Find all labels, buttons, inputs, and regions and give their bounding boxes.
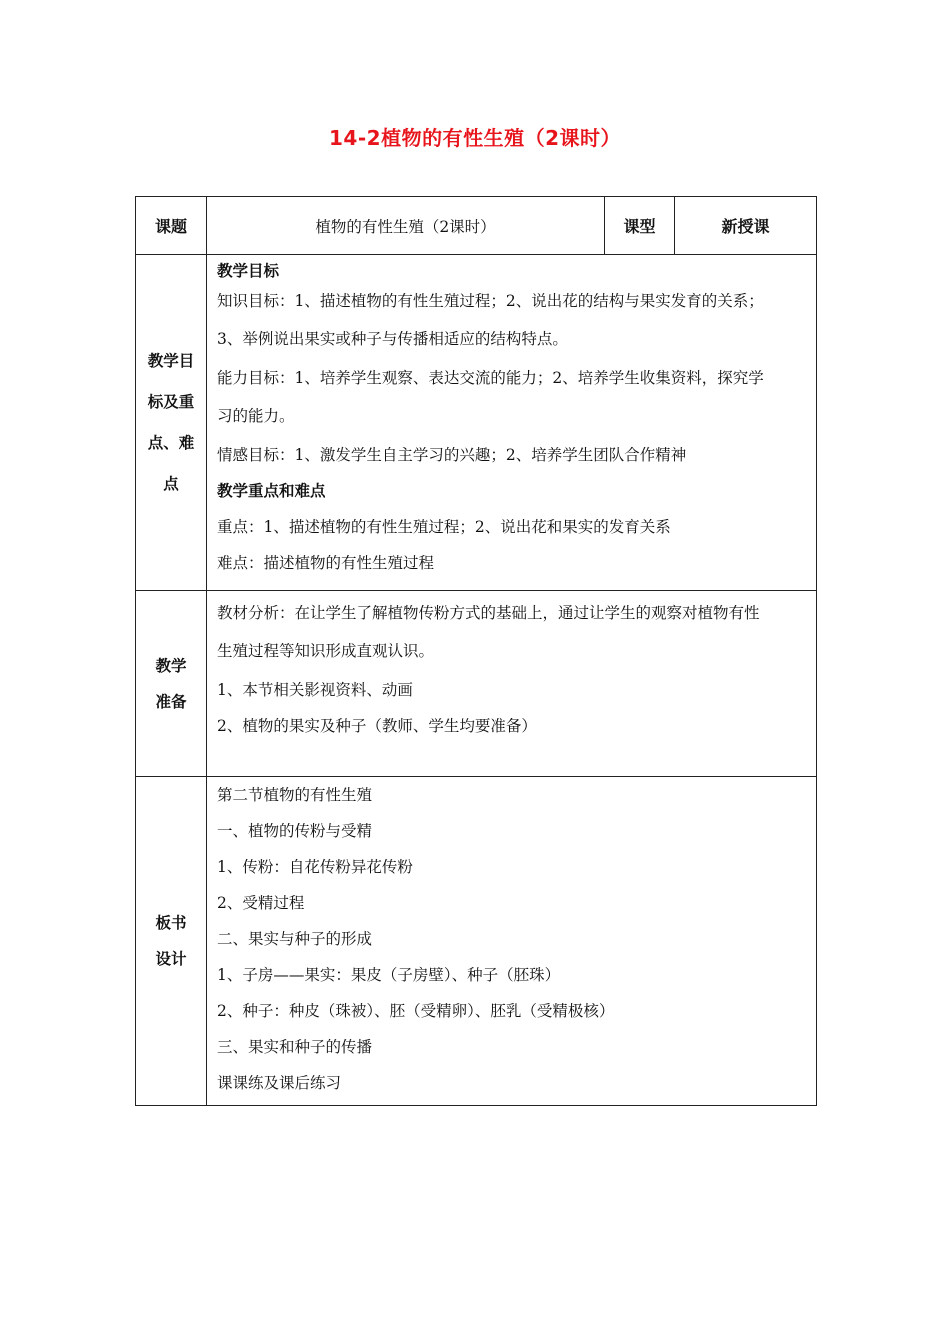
topic-value: 植物的有性生殖（2课时） <box>207 197 605 255</box>
lesson-plan-table <box>135 196 817 1106</box>
prep-label-line: 准备 <box>155 692 187 711</box>
ability-goal-line: 习的能力。 <box>217 407 295 425</box>
board-row <box>136 777 817 1106</box>
board-line: 第二节植物的有性生殖 <box>217 786 373 804</box>
prep-item: 1、本节相关影视资料、动画 <box>217 681 413 699</box>
difficulty-line: 难点：描述植物的有性生殖过程 <box>217 554 435 572</box>
board-label-line: 板书 <box>155 914 187 932</box>
goals-label-line: 教学目 <box>147 351 195 370</box>
board-label-line: 设计 <box>155 950 187 968</box>
knowledge-goal-line: 3、举例说出果实或种子与传播相适应的结构特点。 <box>217 330 568 348</box>
type-label: 课型 <box>605 197 675 255</box>
board-line: 2、受精过程 <box>217 894 305 912</box>
goals-label-line: 点 <box>163 474 179 493</box>
board-line: 课课练及课后练习 <box>217 1074 342 1092</box>
board-content <box>207 777 817 1106</box>
knowledge-goal-line: 知识目标：1、描述植物的有性生殖过程；2、说出花的结构与果实发育的关系； <box>217 292 764 310</box>
board-line: 2、种子：种皮（珠被）、胚（受精卵）、胚乳（受精极核） <box>217 1002 615 1020</box>
goals-heading: 教学目标 <box>217 262 280 280</box>
keypoint-line: 重点：1、描述植物的有性生殖过程；2、说出花和果实的发育关系 <box>217 518 671 536</box>
goals-label-line: 点、难 <box>147 433 195 452</box>
board-label <box>136 777 207 1106</box>
prep-label-line: 教学 <box>155 656 187 675</box>
emotion-goal-line: 情感目标：1、激发学生自主学习的兴趣；2、培养学生团队合作精神 <box>217 446 687 464</box>
board-line: 1、子房——果实：果皮（子房壁）、种子（胚珠） <box>217 966 561 984</box>
goals-content <box>207 255 817 591</box>
board-line: 三、果实和种子的传播 <box>217 1038 373 1056</box>
keypoints-heading: 教学重点和难点 <box>217 482 326 500</box>
board-line: 1、传粉：自花传粉异花传粉 <box>217 858 413 876</box>
goals-label <box>136 255 207 591</box>
board-line: 二、果实与种子的形成 <box>217 930 373 948</box>
board-line: 一、植物的传粉与受精 <box>217 822 373 840</box>
goals-row <box>136 255 817 591</box>
type-value: 新授课 <box>675 197 817 255</box>
prep-content <box>207 591 817 777</box>
prep-label <box>136 591 207 777</box>
topic-label: 课题 <box>136 197 207 255</box>
header-row <box>136 197 817 255</box>
analysis-line: 生殖过程等知识形成直观认识。 <box>217 642 435 660</box>
document-title: 14-2植物的有性生殖（2课时） <box>329 126 621 150</box>
prep-item: 2、植物的果实及种子（教师、学生均要准备） <box>217 717 537 735</box>
ability-goal-line: 能力目标：1、培养学生观察、表达交流的能力；2、培养学生收集资料，探究学 <box>217 369 764 387</box>
goals-label-line: 标及重 <box>147 392 195 411</box>
prep-row <box>136 591 817 777</box>
analysis-line: 教材分析：在让学生了解植物传粉方式的基础上，通过让学生的观察对植物有性 <box>217 604 760 622</box>
